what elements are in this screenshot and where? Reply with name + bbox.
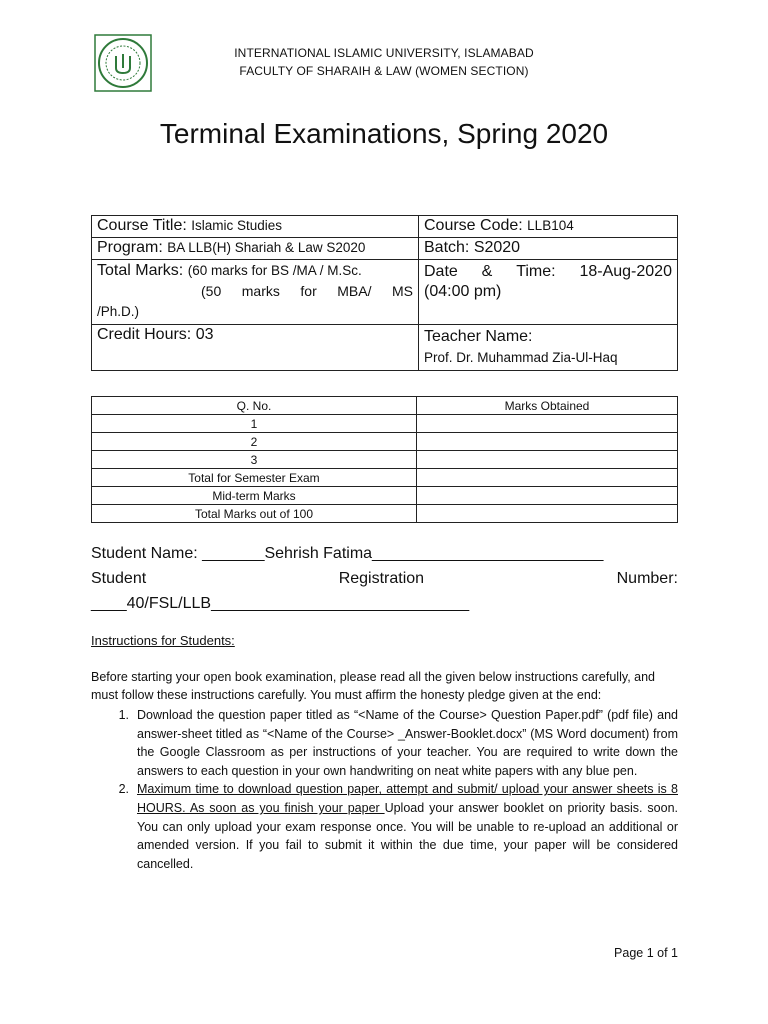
marks-cell: [417, 487, 678, 505]
total-marks-line1: (60 marks for BS /MA / M.Sc.: [187, 263, 362, 278]
student-registration-number: ____40/FSL/LLB_____________________________: [91, 595, 470, 612]
marks-cell: [417, 505, 678, 523]
credit-hours-cell: [92, 325, 419, 371]
course-title-cell: [92, 216, 419, 238]
page-number: Page 1 of 1: [614, 946, 678, 960]
course-info-table: [91, 215, 678, 371]
total-marks-line3: /Ph.D.): [97, 304, 140, 319]
batch-label: Batch:: [424, 239, 470, 256]
word: for: [300, 283, 317, 299]
marks-cell: [417, 469, 678, 487]
item-text-rest: Upload your answer booklet on priority basis. soon. You can only upload your exam response once. You will be unable to re-upload an additional or amended version. If you fail to submit it within the due time, your paper will be considered cancelled.: [137, 800, 678, 871]
batch-cell: [419, 238, 678, 260]
list-item: [91, 780, 678, 873]
list-item-text: [137, 780, 678, 873]
total-marks-cell: [92, 260, 419, 325]
datetime-cell: [419, 260, 678, 325]
table-header-row: [92, 397, 678, 415]
marks-cell: [417, 415, 678, 433]
table-row: [92, 505, 678, 523]
program-label: Program:: [97, 239, 163, 256]
word: MBA/: [337, 283, 372, 299]
batch-value: S2020: [473, 239, 521, 256]
instructions-intro: Before starting your open book examination, please read all the given below instructions carefully, and must follow these instructions carefully. You must affirm the honesty pledge given at the end:: [91, 670, 655, 702]
exam-title: Terminal Examinations, Spring 2020: [159, 118, 609, 149]
word: (50: [201, 283, 222, 299]
total-marks-line2: [97, 281, 413, 302]
list-item: [91, 706, 678, 780]
teacher-name: Prof. Dr. Muhammad Zia-Ul-Haq: [424, 350, 618, 365]
table-row: [92, 433, 678, 451]
total-marks-label: Total Marks:: [97, 262, 184, 279]
row-label: 1: [92, 415, 417, 433]
list-number: 2.: [118, 782, 129, 797]
marks-cell: [417, 433, 678, 451]
program-value: BA LLB(H) Shariah & Law S2020: [167, 240, 366, 255]
instructions-title: Instructions for Students:: [91, 633, 235, 648]
word: marks: [241, 283, 280, 299]
teacher-cell: [419, 325, 678, 371]
marks-table: [91, 396, 678, 523]
marks-cell: [417, 451, 678, 469]
row-label: Mid-term Marks: [92, 487, 417, 505]
underlined-text: Maximum time to download question paper, attempt and submit/ upload your answer sheets is 8 HOURS. As soon as you finish your paper: [137, 782, 678, 815]
course-code-value: LLB104: [527, 218, 574, 233]
word: MS: [392, 283, 413, 299]
datetime-line2: (04:00 pm): [424, 283, 502, 300]
word: Number:: [616, 570, 678, 587]
datetime-line1: [424, 261, 672, 282]
list-number: 1.: [118, 708, 129, 722]
table-row: [92, 415, 678, 433]
row-label: 3: [92, 451, 417, 469]
course-title-label: Course Title:: [97, 217, 187, 234]
word: 18-Aug-2020: [579, 263, 672, 280]
column-header-marks: Marks Obtained: [417, 397, 678, 415]
faculty-name: FACULTY OF SHARAIH & LAW (WOMEN SECTION): [239, 64, 529, 78]
word: Date: [424, 263, 458, 280]
row-label: Total Marks out of 100: [92, 505, 417, 523]
table-row: [92, 469, 678, 487]
course-code-label: Course Code:: [424, 217, 523, 234]
row-label: Total for Semester Exam: [92, 469, 417, 487]
course-title-value: Islamic Studies: [191, 218, 283, 233]
word: Time:: [516, 263, 556, 280]
table-row: [92, 487, 678, 505]
university-name: INTERNATIONAL ISLAMIC UNIVERSITY, ISLAMABAD: [234, 46, 534, 60]
table-row: [92, 451, 678, 469]
course-code-cell: [419, 216, 678, 238]
program-cell: [92, 238, 419, 260]
credit-hours: Credit Hours: 03: [97, 326, 214, 343]
instructions-list: [91, 706, 678, 873]
column-header-qno: Q. No.: [92, 397, 417, 415]
word: Registration: [338, 570, 425, 587]
teacher-label: Teacher Name:: [424, 328, 533, 345]
row-label: 2: [92, 433, 417, 451]
word: &: [481, 263, 493, 280]
word: Student: [91, 570, 147, 587]
university-logo: [94, 34, 152, 92]
student-registration-line: [91, 570, 678, 588]
student-name-line: Student Name: _______Sehrish Fatima__________________________: [91, 545, 604, 562]
list-item-text: Download the question paper titled as “<Name of the Course> Question Paper.pdf” (pdf file) and answer-sheet titled as “<Name of the Course> _Answer-Booklet.docx” (MS Word document) from the Google Classroom as per instructions of your teacher. You are required to write down the answers to each question in your own handwriting on neat white papers with any blue pen.: [137, 708, 678, 778]
